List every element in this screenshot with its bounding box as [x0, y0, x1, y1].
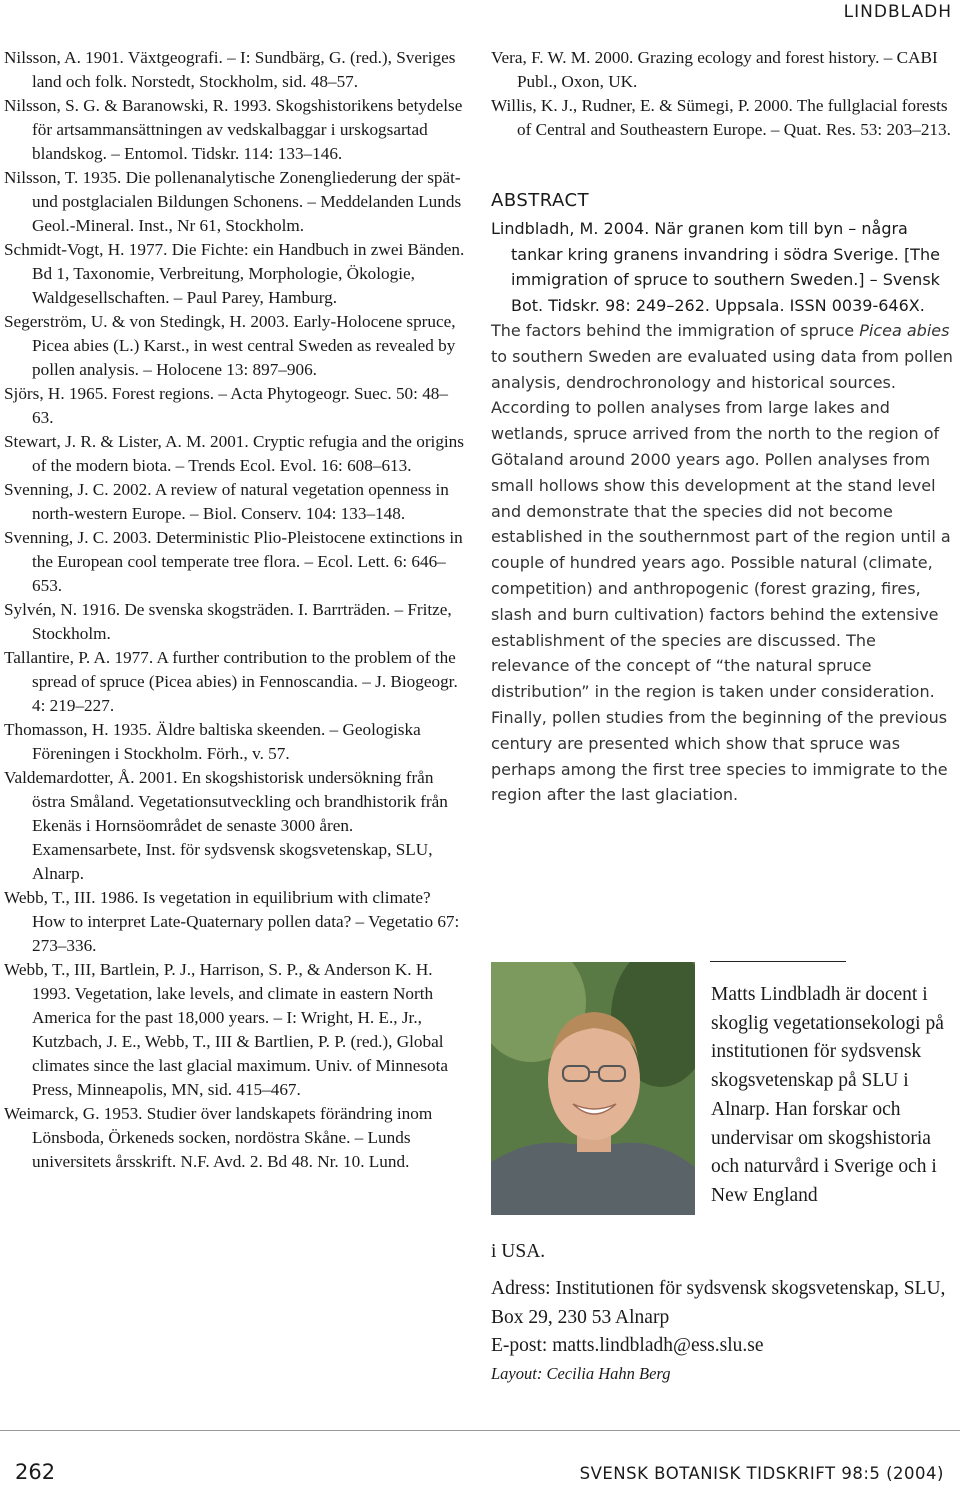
author-photo: [491, 962, 695, 1215]
abstract-citation: Lindbladh, M. 2004. När granen kom till byn – några tankar kring granens invandring i södra Sverige. [The immigration of spruce to southern Sweden.] – Svensk Bot. Tidskr. 98: 249–262. Uppsala. ISSN 0039-646X.: [491, 219, 940, 315]
author-bio-tail: i USA.: [491, 1241, 546, 1262]
reference-list-right: [491, 46, 953, 142]
reference-list-left: [4, 46, 466, 1174]
footer-divider: [0, 1430, 960, 1431]
reference-entry: Valdemardotter, Å. 2001. En skogshistorisk undersökning från östra Småland. Vegetationsutveckling och brandhistorik från Ekenäs i Hornsöområdet de senaste 3000 åren. Examensarbete, Inst. för sydsvensk skogsvetenskap, SLU, Alnarp.: [4, 768, 448, 883]
reference-entry: Nilsson, S. G. & Baranowski, R. 1993. Skogshistorikens betydelse för artsammansättningen av vedskalbaggar i urskogsartad blandskog. – Entomol. Tidskr. 114: 133–146.: [4, 96, 463, 163]
reference-entry: Willis, K. J., Rudner, E. & Sümegi, P. 2000. The fullglacial forests of Central and Southeastern Europe. – Quat. Res. 53: 203–213.: [491, 96, 951, 139]
reference-entry: Tallantire, P. A. 1977. A further contribution to the problem of the spread of spruce (Picea abies) in Fennoscandia. – J. Biogeogr. 4: 219–227.: [4, 648, 458, 715]
author-address: Adress: Institutionen för sydsvensk skogsvetenskap, SLU, Box 29, 230 53 Alnarp: [491, 1278, 946, 1328]
reference-entry: Weimarck, G. 1953. Studier över landskapets förändring inom Lönsboda, Örkeneds socken, nordöstra Skåne. – Lunds universitets årsskrift. N.F. Avd. 2. Bd 48. Nr. 10. Lund.: [4, 1104, 433, 1171]
layout-credit: Layout: Cecilia Hahn Berg: [491, 1364, 671, 1383]
right-column: [491, 46, 953, 808]
abstract-body: [491, 318, 953, 808]
reference-entry: Sylvén, N. 1916. De svenska skogsträden. I. Barrträden. – Fritze, Stockholm.: [4, 600, 452, 643]
reference-entry: Thomasson, H. 1935. Äldre baltiska skeenden. – Geologiska Föreningen i Stockholm. Förh., v. 57.: [4, 720, 421, 763]
abstract-heading: ABSTRACT: [491, 190, 590, 211]
reference-entry: Vera, F. W. M. 2000. Grazing ecology and forest history. – CABI Publ., Oxon, UK.: [491, 48, 938, 91]
reference-entry: Segerström, U. & von Stedingk, H. 2003. Early-Holocene spruce, Picea abies (L.) Karst., in west central Sweden as revealed by pollen analysis. – Holocene 13: 897–906.: [4, 312, 456, 379]
author-contact: [491, 1275, 956, 1361]
reference-entry: Nilsson, T. 1935. Die pollenanalytische Zonengliederung der spät- und postglacialen Bildungen Schonens. – Meddelanden Lunds Geol.-Mineral. Inst., Nr 61, Stockholm.: [4, 168, 462, 235]
reference-entry: Schmidt-Vogt, H. 1977. Die Fichte: ein Handbuch in zwei Bänden. Bd 1, Taxonomie, Verbreitung, Morphologie, Ökologie, Waldgesellschaften. – Paul Parey, Hamburg.: [4, 240, 465, 307]
abstract-text: The factors behind the immigration of spruce: [491, 321, 860, 340]
author-bio: Matts Lindbladh är docent i skoglig vegetationsekologi på institutionen för sydsvensk skogsvetenskap på SLU i Alnarp. Han forskar och undervisar om skogshistoria och naturvård i Sverige och i New England: [711, 984, 944, 1206]
reference-entry: Sjörs, H. 1965. Forest regions. – Acta Phytogeogr. Suec. 50: 48–63.: [4, 384, 448, 427]
reference-entry: Svenning, J. C. 2002. A review of natural vegetation openness in north-western Europe. – Biol. Conserv. 104: 133–148.: [4, 480, 449, 523]
bio-divider: [710, 961, 846, 962]
author-email: E-post: matts.lindbladh@ess.slu.se: [491, 1335, 764, 1356]
reference-entry: Webb, T., III, Bartlein, P. J., Harrison, S. P., & Anderson K. H. 1993. Vegetation, lake levels, and climate in eastern North America for the past 18,000 years. – I: Wright, H. E., Jr., Kutzbach, J. E., Webb, T., III & Bartlien, P. P. (red.), Global climates since the last glacial maximum. Univ. of Minnesota Press, Minneapolis, MN, sid. 415–467.: [4, 960, 449, 1099]
author-portrait-image: [491, 962, 695, 1215]
species-name: Picea abies: [859, 321, 950, 340]
running-head: LINDBLADH: [843, 2, 952, 22]
journal-footer: SVENSK BOTANISK TIDSKRIFT 98:5 (2004): [579, 1464, 944, 1483]
page-number: 262: [15, 1460, 56, 1484]
reference-entry: Webb, T., III. 1986. Is vegetation in equilibrium with climate? How to interpret Late-Quaternary pollen data? – Vegetatio 67: 273–336.: [4, 888, 460, 955]
reference-entry: Svenning, J. C. 2003. Deterministic Plio-Pleistocene extinctions in the European cool temperate tree flora. – Ecol. Lett. 6: 646–653.: [4, 528, 463, 595]
reference-entry: Nilsson, A. 1901. Växtgeografi. – I: Sundbärg, G. (red.), Sveriges land och folk. Norstedt, Stockholm, sid. 48–57.: [4, 48, 456, 91]
reference-entry: Stewart, J. R. & Lister, A. M. 2001. Cryptic refugia and the origins of the modern biota. – Trends Ecol. Evol. 16: 608–613.: [4, 432, 464, 475]
abstract-text: to southern Sweden are evaluated using data from pollen analysis, dendrochronology and historical sources. According to pollen analyses from large lakes and wetlands, spruce arrived from the north to the region of Götaland around 2000 years ago. Pollen analyses from small hollows show this development at the stand level and demonstrate that the species did not become established in the southernmost part of the region until a couple of hundred years ago. Possible natural (climate, competition) and anthropogenic (forest grazing, fires, slash and burn cultivation) factors behind the extensive establishment of the species are discussed. The relevance of the concept of “the natural spruce distribution” in the region is taken under consideration. Finally, pollen studies from the beginning of the previous century are presented which show that spruce was perhaps among the first tree species to immigrate to the region after the last glaciation.: [491, 346, 953, 805]
